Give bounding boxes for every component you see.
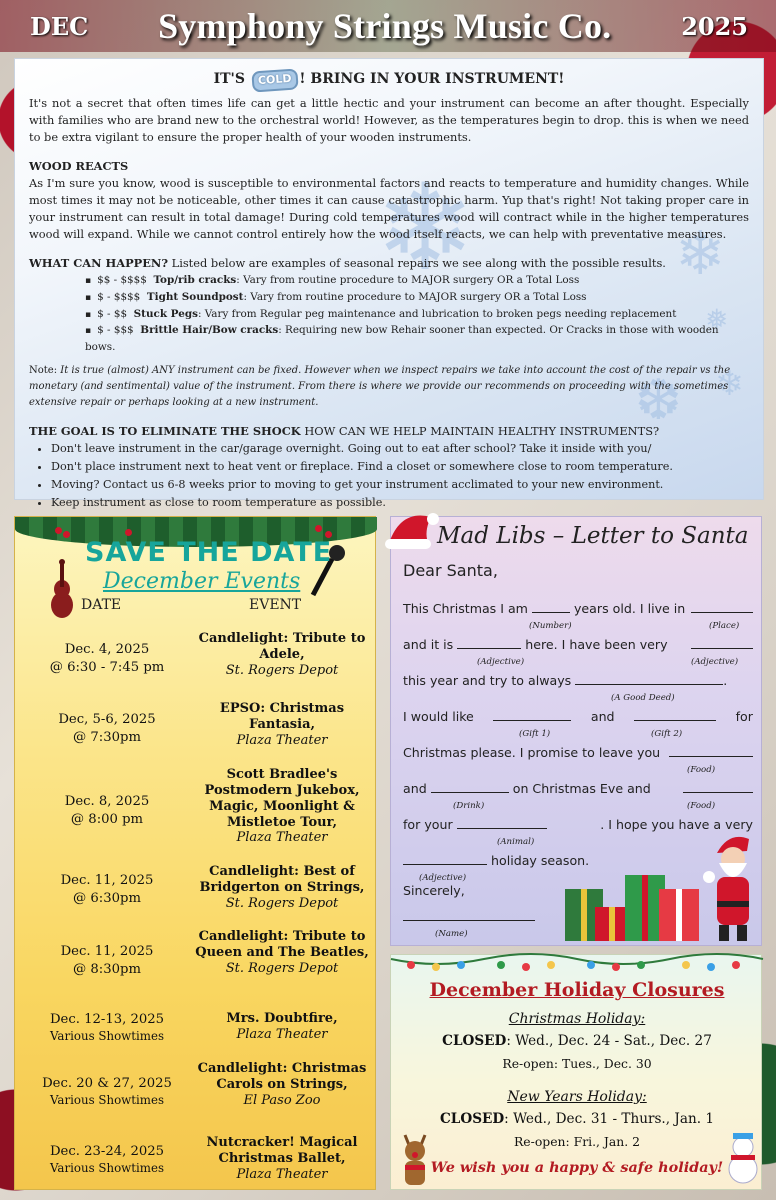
repair-list	[85, 272, 749, 355]
blank-animal[interactable]	[457, 817, 547, 829]
snowflake-icon: ❆	[635, 368, 682, 433]
hint-place: (Place)	[709, 621, 740, 631]
december-events-panel	[14, 516, 376, 1190]
wood-reacts-section	[29, 158, 749, 244]
event-info: Nutcracker! Magical Christmas Ballet, Plaza Theater	[206, 1135, 358, 1182]
blank-good-deed[interactable]	[575, 673, 723, 685]
instrument-care-article	[14, 58, 764, 509]
holly-berry-icon	[125, 529, 132, 536]
letter-line: Christmas please. I promise to leave you	[403, 745, 753, 760]
holly-berry-icon	[315, 525, 322, 532]
hint-adjective: (Adjective)	[477, 657, 525, 667]
hint-number: (Number)	[529, 621, 572, 631]
hint-gift-1: (Gift 1)	[519, 729, 551, 739]
christmas-closed-dates: CLOSED: Wed., Dec. 24 - Sat., Dec. 27	[442, 1033, 712, 1049]
save-the-date-title: SAVE THE DATE	[85, 537, 333, 568]
goal-heading: THE GOAL IS TO ELIMINATE THE SHOCK HOW CAN WE HELP MAINTAIN HEALTHY INSTRUMENTS?	[29, 423, 660, 438]
blank-adjective[interactable]	[457, 637, 521, 649]
closures-title: December Holiday Closures	[429, 979, 725, 1001]
list-item: ▪ $ - $$ Stuck Pegs: Vary from Regular peg maintenance and lubrication to broken pegs needing replacement	[85, 306, 749, 323]
hint-food: (Food)	[687, 765, 716, 775]
blank-name[interactable]	[403, 909, 535, 921]
santa-icon	[703, 831, 763, 943]
event-info: Candlelight: Tribute to Adele, St. Rogers Depot	[198, 631, 366, 678]
string-lights-icon	[391, 955, 763, 973]
list-item: • Keep instrument as close to room temperature as possible.	[51, 494, 749, 512]
issue-year: 2025	[681, 11, 748, 41]
event-info: Mrs. Doubtfire, Plaza Theater	[226, 1011, 338, 1042]
date-column-header: DATE	[81, 597, 122, 613]
christmas-holiday-heading: Christmas Holiday:	[508, 1011, 646, 1027]
event-date: Dec. 4, 2025 @ 6:30 - 7:45 pm	[49, 642, 165, 675]
hint-good-deed: (A Good Deed)	[611, 693, 675, 703]
mad-libs-title: Mad Libs – Letter to Santa	[437, 523, 749, 549]
event-date: Dec. 11, 2025 @ 6:30pm	[60, 873, 154, 906]
list-item: ▪ $ - $$$$ Tight Soundpost: Vary from routine procedure to MAJOR surgery OR a Total Loss	[85, 289, 749, 306]
event-info: EPSO: Christmas Fantasia, Plaza Theater	[219, 701, 345, 748]
event-date: Dec. 11, 2025 @ 8:30pm	[60, 944, 154, 977]
what-can-happen-intro: WHAT CAN HAPPEN? Listed below are examples of seasonal repairs we see along with the possible results.	[29, 256, 666, 271]
event-date: Dec. 23-24, 2025 Various Showtimes	[49, 1144, 165, 1175]
list-item: • Moving? Contact us 6-8 weeks prior to moving to get your instrument acclimated to your new environment.	[51, 476, 749, 494]
hint-animal: (Animal)	[497, 837, 535, 847]
event-column-header: EVENT	[249, 597, 302, 613]
hint-adjective: (Adjective)	[419, 873, 467, 883]
letter-line: this year and try to always .	[403, 673, 728, 688]
event-date: Dec. 12-13, 2025 Various Showtimes	[49, 1012, 165, 1043]
list-item: ▪ $$ - $$$$ Top/rib cracks: Vary from routine procedure to MAJOR surgery OR a Total Loss	[85, 272, 749, 289]
list-item: • Don't leave instrument in the car/garage overnight. Going out to eat after school? Take it inside with you/	[51, 440, 749, 458]
page-header	[0, 0, 776, 52]
wood-reacts-text: As I'm sure you know, wood is susceptible to environmental factors and reacts to temperature and humidity changes. While most times it may not be noticeable, other times it can cause catastrophic harm. Yup that's right! Not taking proper care in your instrument can result in total damage! During cold temperatures wood will contract while in the higher temperatures wood will expand. While we cannot control entirely how the wood itself reacts, we can help with preventative measures.	[29, 175, 749, 242]
hint-adjective: (Adjective)	[691, 657, 739, 667]
holiday-closures-panel	[390, 954, 762, 1190]
event-info: Scott Bradlee's Postmodern Jukebox, Magic, Moonlight & Mistletoe Tour, Plaza Theater	[204, 767, 360, 846]
wood-reacts-heading: WOOD REACTS	[29, 158, 129, 173]
event-date: Dec, 5-6, 2025 @ 7:30pm	[58, 712, 156, 745]
snowflake-icon: ❄	[375, 159, 476, 298]
cold-word-art: COLD	[251, 68, 298, 92]
intro-paragraph: It's not a secret that often times life can get a little hectic and your instrument can become an after thought. Especially with families who are brand new to the orchestral world! However, as the temperatures begin to drop. this is when we need to be extra vigilant to ensure the proper health of your wooden instruments.	[29, 95, 749, 144]
article-headline: IT'S COLD ! BRING IN YOUR INSTRUMENT!	[29, 69, 749, 91]
blank-drink[interactable]	[431, 781, 509, 793]
new-years-closed-dates: CLOSED: Wed., Dec. 31 - Thurs., Jan. 1	[439, 1111, 714, 1127]
snowflake-icon: ❅	[705, 303, 729, 336]
blank-food[interactable]	[683, 781, 753, 793]
letter-line: Sincerely,	[403, 883, 465, 898]
letter-line: This Christmas I am years old. I live in	[403, 601, 753, 616]
blank-number[interactable]	[532, 601, 570, 613]
christmas-reopen: Re-open: Tues., Dec. 30	[502, 1056, 652, 1071]
blank-place[interactable]	[691, 601, 753, 613]
issue-month: DEC	[30, 11, 89, 41]
company-title: Symphony Strings Music Co.	[158, 6, 612, 46]
list-item: • Don't place instrument next to heat vent or fireplace. Find a closet or somewhere close to room temperature.	[51, 458, 749, 476]
event-info: Candlelight: Christmas Carols on Strings, El Paso Zoo	[197, 1061, 367, 1108]
letter-line: holiday season.	[403, 853, 753, 868]
hint-food: (Food)	[687, 801, 716, 811]
letter-line: I would like and for	[403, 709, 753, 724]
letter-line: for your . I hope you have a very	[403, 817, 753, 832]
mad-libs-panel	[390, 516, 762, 946]
december-events-subtitle: December Events	[103, 569, 301, 594]
gift-boxes-icon	[563, 867, 703, 943]
blank-gift-2[interactable]	[634, 709, 716, 721]
holly-berry-icon	[63, 531, 70, 538]
letter-greeting: Dear Santa,	[403, 561, 498, 580]
snowflake-icon: ❄	[715, 364, 744, 404]
hint-gift-2: (Gift 2)	[651, 729, 683, 739]
new-years-holiday-heading: New Years Holiday:	[507, 1089, 647, 1105]
holly-berry-icon	[55, 527, 62, 534]
letter-line: and it is here. I have been very	[403, 637, 753, 652]
letter-line: and on Christmas Eve and	[403, 781, 753, 796]
blank-gift-1[interactable]	[493, 709, 571, 721]
holiday-wish: We wish you a happy & safe holiday!	[430, 1159, 724, 1176]
care-tips-list	[51, 440, 749, 512]
blank-adjective[interactable]	[403, 853, 487, 865]
event-info: Candlelight: Tribute to Queen and The Beatles, St. Rogers Depot	[195, 929, 369, 976]
blank-food[interactable]	[669, 745, 753, 757]
blank-adjective[interactable]	[691, 637, 753, 649]
snowflake-icon: ❄	[675, 219, 726, 289]
event-date: Dec. 20 & 27, 2025 Various Showtimes	[42, 1076, 172, 1107]
event-date: Dec. 8, 2025 @ 8:00 pm	[64, 794, 150, 827]
new-years-reopen: Re-open: Fri., Jan. 2	[513, 1134, 641, 1149]
hint-name: (Name)	[435, 929, 468, 939]
list-item: ▪ $ - $$$ Brittle Hair/Bow cracks: Requiring new bow Rehair sooner than expected. Or Cracks in those with wooden bows.	[85, 322, 749, 355]
hint-drink: (Drink)	[453, 801, 485, 811]
violin-icon	[49, 559, 75, 623]
snowman-icon	[725, 1127, 761, 1187]
santa-hat-icon	[381, 503, 441, 553]
repair-note: Note: It is true (almost) ANY instrument can be fixed. However when we inspect repairs we take into account the cost of the repair vs the monetary (and sentimental) value of the instrument. From there is where we provide our recommends on proceeding with the sometimes extensive repair or perhaps looking at a new instrument.	[29, 364, 731, 408]
reindeer-icon	[397, 1131, 433, 1187]
event-info: Candlelight: Best of Bridgerton on Strings, St. Rogers Depot	[199, 864, 365, 911]
